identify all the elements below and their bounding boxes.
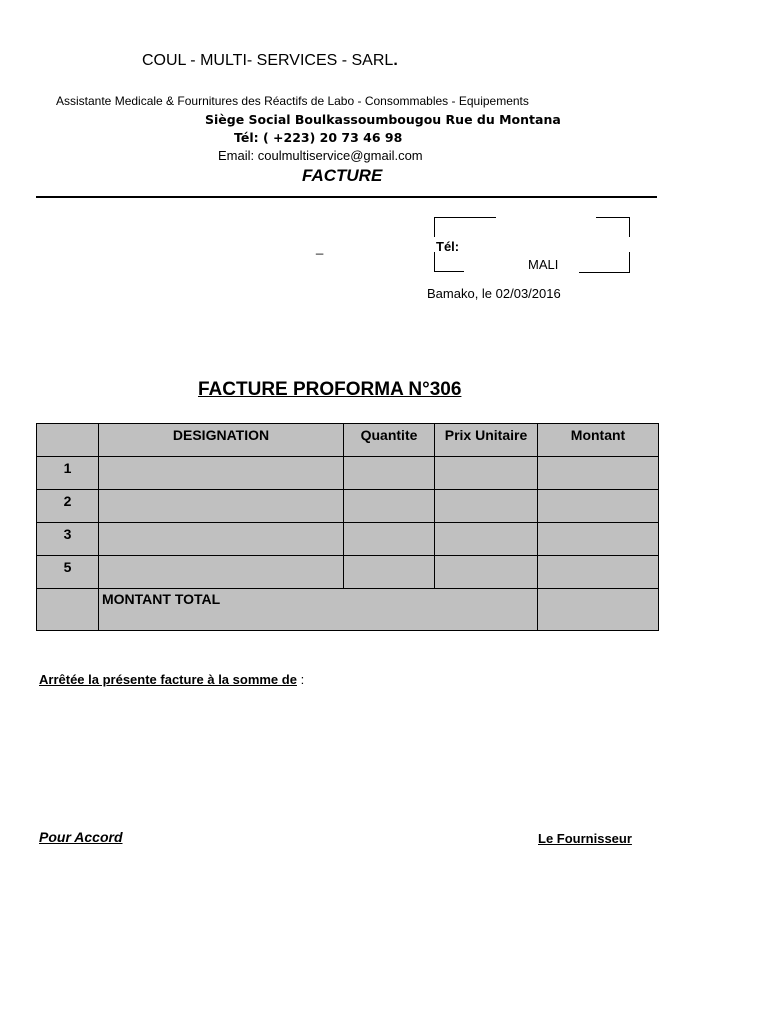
total-row xyxy=(37,589,659,631)
montant-cell xyxy=(538,457,659,490)
total-empty-cell xyxy=(37,589,99,631)
company-name xyxy=(142,52,398,70)
company-email: Email: coulmultiservice@gmail.com xyxy=(218,148,423,163)
proforma-title: FACTURE PROFORMA N°306 xyxy=(198,379,462,400)
table-row xyxy=(37,523,659,556)
client-box-top-right xyxy=(596,217,630,218)
client-box-bottom-left xyxy=(434,271,464,272)
montant-cell xyxy=(538,556,659,589)
invoice-date: Bamako, le 02/03/2016 xyxy=(427,286,561,301)
table-row xyxy=(37,457,659,490)
amount-in-words-colon: : xyxy=(296,672,305,687)
client-box-left-upper xyxy=(434,217,435,237)
client-country: MALI xyxy=(528,257,559,272)
pour-accord-label: Pour Accord xyxy=(39,829,123,845)
prix-cell xyxy=(435,490,538,523)
quantite-cell xyxy=(344,490,435,523)
amount-in-words-line xyxy=(39,672,304,687)
prix-cell xyxy=(435,556,538,589)
column-header-designation: DESIGNATION xyxy=(99,424,344,457)
company-phone: Tél: ( +223) 20 73 46 98 xyxy=(234,130,403,145)
montant-cell xyxy=(538,490,659,523)
column-header-quantite: Quantite xyxy=(344,424,435,457)
quantite-cell xyxy=(344,523,435,556)
company-activity: Assistante Medicale & Fournitures des Réactifs de Labo - Consommables - Equipements xyxy=(56,94,529,108)
amount-in-words-label: Arrêtée la présente facture à la somme de xyxy=(39,672,297,687)
company-name-dot: . xyxy=(393,52,398,69)
row-number: 3 xyxy=(37,523,99,556)
designation-cell xyxy=(99,457,344,490)
header-divider xyxy=(36,196,657,198)
row-number: 1 xyxy=(37,457,99,490)
table-row xyxy=(37,556,659,589)
table-row xyxy=(37,490,659,523)
invoice-table xyxy=(36,423,659,631)
client-name-placeholder: _ xyxy=(316,240,324,255)
designation-cell xyxy=(99,556,344,589)
row-number: 2 xyxy=(37,490,99,523)
client-box-top-left xyxy=(434,217,496,218)
total-label: MONTANT TOTAL xyxy=(99,589,538,631)
client-box-left-lower xyxy=(434,252,435,272)
column-header-number xyxy=(37,424,99,457)
prix-cell xyxy=(435,523,538,556)
table-header-row xyxy=(37,424,659,457)
column-header-prix-unitaire: Prix Unitaire xyxy=(435,424,538,457)
row-number: 5 xyxy=(37,556,99,589)
total-value xyxy=(538,589,659,631)
quantite-cell xyxy=(344,457,435,490)
client-box-bottom-right xyxy=(579,272,630,273)
company-name-text: COUL - MULTI- SERVICES - SARL xyxy=(142,52,394,69)
client-box-right-upper xyxy=(629,217,630,237)
company-address: Siège Social Boulkassoumbougou Rue du Montana xyxy=(205,112,561,127)
client-box-right-lower xyxy=(629,252,630,273)
document-type: FACTURE xyxy=(302,166,383,185)
prix-cell xyxy=(435,457,538,490)
designation-cell xyxy=(99,523,344,556)
montant-cell xyxy=(538,523,659,556)
designation-cell xyxy=(99,490,344,523)
column-header-montant: Montant xyxy=(538,424,659,457)
fournisseur-label: Le Fournisseur xyxy=(538,831,632,846)
client-phone-label: Tél: xyxy=(436,239,460,254)
quantite-cell xyxy=(344,556,435,589)
